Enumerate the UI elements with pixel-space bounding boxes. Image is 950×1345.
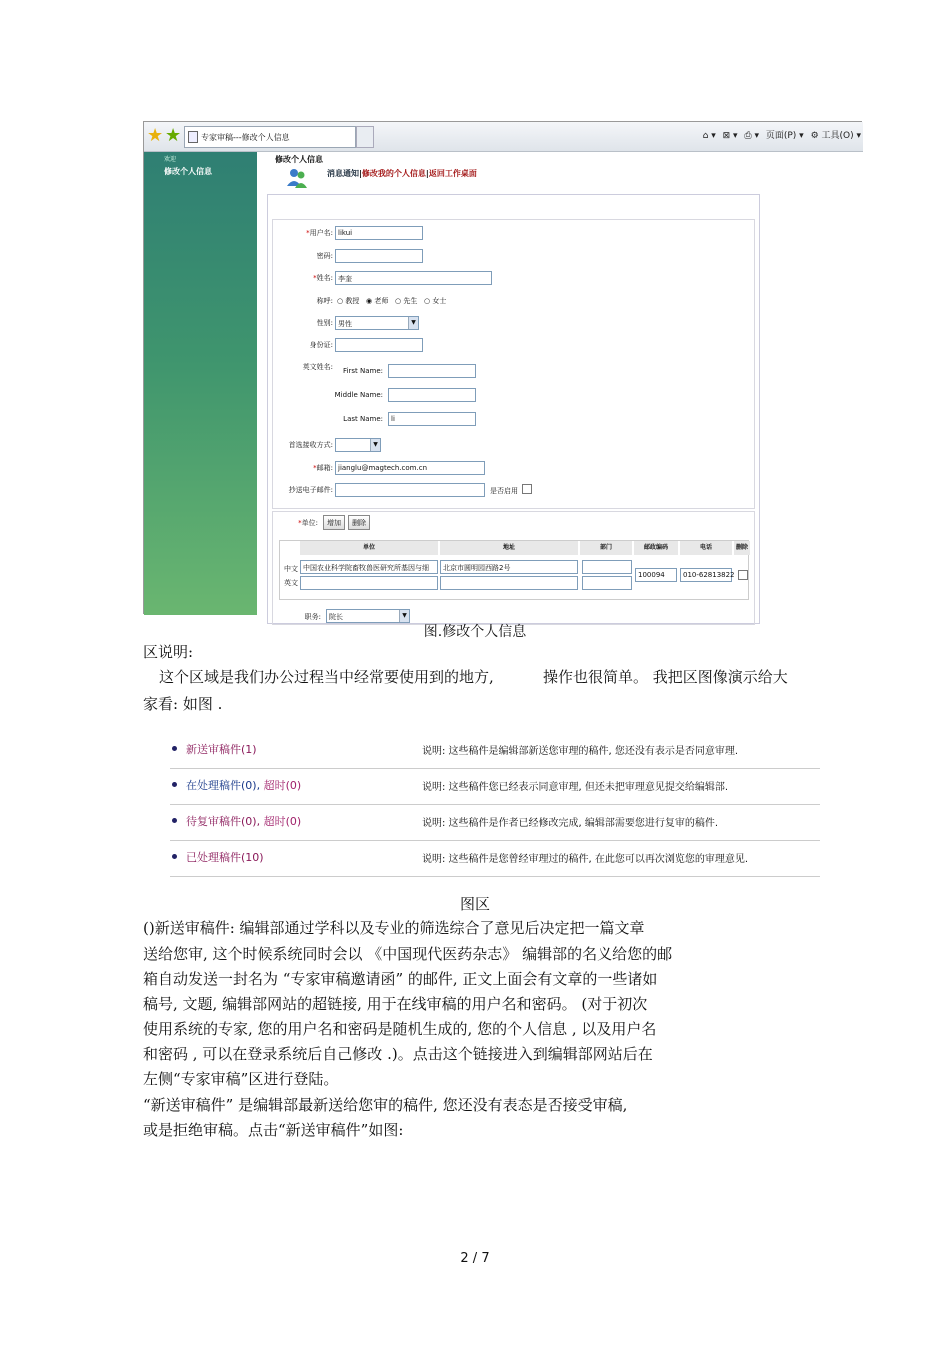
home-button[interactable]: ⌂ ▾ [702, 131, 716, 141]
last-name-label: Last Name: [343, 415, 383, 423]
username-label: *用户名: [306, 229, 333, 237]
cc-email-label: 抄送电子邮件: [288, 486, 333, 494]
add-unit-button[interactable]: 增加 [323, 515, 345, 530]
chevron-down-icon: ▼ [370, 439, 380, 451]
paragraph-line: 送给您审, 这个时候系统同时会以 《中国现代医药杂志》 编辑部的名义给您的邮 [143, 945, 673, 963]
figure-caption: 图区 [459, 895, 490, 913]
department-en-input[interactable] [582, 576, 632, 590]
paragraph-line: 使用系统的专家, 您的用户名和密码是随机生成的, 您的个人信息 , 以及用户名 [143, 1020, 657, 1038]
name-input[interactable]: 李奎 [335, 271, 492, 285]
title-radio-ms[interactable]: ○ 女士 [424, 297, 447, 305]
unit-table [279, 540, 749, 600]
delete-unit-button[interactable]: 删除 [348, 515, 370, 530]
username-input[interactable]: likui [335, 226, 423, 240]
paragraph-line: 和密码 , 可以在登录系统后自己修改 .)。点击这个链接进入到编辑部网站后在 [143, 1045, 653, 1063]
list-item [170, 805, 820, 841]
figure-caption: 图.修改个人信息 [423, 624, 527, 640]
table-header: 邮政编码 [634, 541, 678, 555]
timeout-link[interactable]: 超时(0) [263, 779, 302, 792]
page-title: 修改个人信息 [275, 155, 323, 164]
list-item [170, 733, 820, 769]
personal-fields [272, 219, 755, 509]
english-name-label: 英文姓名: [302, 363, 333, 371]
contact-method-select[interactable] [335, 438, 381, 452]
address-en-input[interactable] [440, 576, 578, 590]
favorites-star-icon[interactable]: ★ [147, 125, 164, 146]
title-radio-mr[interactable]: ○ 先生 [395, 297, 418, 305]
name-label: *姓名: [313, 274, 333, 282]
middle-name-input[interactable] [388, 388, 476, 402]
row-description: 说明: 这些稿件是编辑部新送您审理的稿件, 您还没有表示是否同意审理. [422, 746, 739, 757]
bullet-icon [172, 818, 177, 823]
tab-title: 专家审稿---修改个人信息 [201, 133, 290, 142]
contact-method-label: 首选接收方式: [288, 441, 333, 449]
position-label: 职务: [304, 613, 321, 621]
delete-row-checkbox[interactable] [738, 570, 748, 580]
browser-toolbar [144, 122, 863, 152]
sidebar-item-edit-profile[interactable]: 修改个人信息 [164, 167, 212, 176]
nav-separator: | [359, 169, 362, 178]
feeds-button[interactable]: ⊠ ▾ [722, 131, 738, 141]
postcode-input[interactable]: 100094 [635, 568, 677, 582]
paragraph-line: 箱自动发送一封名为 “专家审稿邀请函” 的邮件, 正文上面会有文章的一些诸如 [143, 970, 658, 988]
table-header: 部门 [580, 541, 632, 555]
email-label: *邮箱: [313, 464, 333, 472]
paragraph-line: 或是拒绝审稿。点击“新送审稿件”如图: [143, 1121, 404, 1139]
sidebar-top-label: 欢迎 [164, 156, 177, 163]
password-input[interactable] [335, 249, 423, 263]
gender-label: 性别: [316, 319, 333, 327]
page-number: 2 / 7 [460, 1251, 490, 1266]
nav-link-desktop[interactable]: 返回工作桌面 [428, 169, 477, 178]
table-header: 电话 [680, 541, 732, 555]
pending-review-link[interactable]: 待复审稿件(0), 超时(0) [186, 815, 302, 828]
profile-screenshot [143, 121, 862, 621]
nav-link-my-info[interactable]: 修改我的个人信息 [361, 169, 426, 178]
address-cn-input[interactable]: 北京市圆明园西路2号 [440, 560, 578, 574]
title-radio-teacher[interactable]: ◉ 老师 [366, 297, 389, 305]
row-description: 说明: 这些稿件是作者已经修改完成, 编辑部需要您进行复审的稿件. [422, 818, 719, 829]
first-name-input[interactable] [388, 364, 476, 378]
paragraph-line: 稿号, 文题, 编辑部网站的超链接, 用于在线审稿的用户名和密码。 (对于初次 [143, 995, 648, 1013]
list-item [170, 841, 820, 877]
bullet-icon [172, 782, 177, 787]
in-process-link[interactable]: 在处理稿件(0), 超时(0) [186, 779, 302, 792]
section-label: 区说明: [143, 643, 194, 661]
nav-separator: | [425, 169, 429, 178]
last-name-input[interactable]: li [388, 412, 476, 426]
paragraph-line: ()新送审稿件: 编辑部通过学科以及专业的筛选综合了意见后决定把一篇文章 [143, 919, 645, 937]
browser-tools [699, 128, 861, 141]
title-radio-professor[interactable]: ○ 教授 [337, 297, 360, 305]
email-input[interactable]: jianglu@magtech.com.cn [335, 461, 485, 475]
id-card-label: 身份证: [309, 341, 333, 349]
main-content [257, 152, 863, 621]
id-card-input[interactable] [335, 338, 423, 352]
nav-link-notices[interactable]: 消息通知 [327, 169, 359, 178]
manuscript-status-screenshot [170, 733, 820, 879]
tools-menu[interactable]: ⚙ 工具(O) ▾ [810, 131, 861, 141]
paragraph-line: “新送审稿件” 是编辑部最新送给您审的稿件, 您还没有表态是否接受审稿, [143, 1096, 628, 1114]
table-header: 删除 [734, 541, 750, 555]
row-label-cn: 中文 [284, 565, 298, 573]
position-select[interactable]: 院长 ▼ [326, 609, 410, 623]
unit-cn-input[interactable]: 中国农业科学院畜牧兽医研究所基因与细 [300, 560, 438, 574]
paragraph-line: 这个区域是我们办公过程当中经常要使用到的地方, [159, 668, 494, 686]
department-cn-input[interactable] [582, 560, 632, 574]
users-icon [285, 166, 309, 190]
chevron-down-icon: ▼ [399, 610, 409, 622]
new-tab-button[interactable] [356, 126, 374, 148]
first-name-label: First Name: [343, 367, 383, 375]
middle-name-label: Middle Name: [334, 391, 383, 399]
list-item [170, 769, 820, 805]
unit-section [272, 511, 755, 625]
row-description: 说明: 这些稿件是您曾经审理过的稿件, 在此您可以再次浏览您的审理意见. [422, 854, 749, 865]
paragraph-line: 操作也很简单。 我把区图像演示给大 [543, 668, 788, 686]
row-label-en: 英文 [284, 579, 298, 587]
gender-select[interactable]: 男性 ▼ [335, 316, 419, 330]
table-header: 地址 [440, 541, 578, 555]
unit-en-input[interactable] [300, 576, 438, 590]
timeout-link[interactable]: 超时(0) [263, 815, 302, 828]
sidebar [144, 152, 257, 615]
paragraph-line: 家看: 如图 . [143, 695, 223, 713]
unit-label: *单位: [298, 519, 318, 527]
print-button[interactable]: ⎙ ▾ [744, 131, 759, 141]
phone-input[interactable]: 010-62813822 [680, 568, 732, 582]
page-menu[interactable]: 页面(P) ▾ [765, 131, 804, 141]
password-label: 密码: [316, 252, 333, 260]
chevron-down-icon: ▼ [408, 317, 418, 329]
title-label: 称呼: [316, 297, 333, 305]
add-favorite-icon[interactable]: ★ [165, 125, 182, 146]
profile-form [267, 194, 760, 624]
processed-link[interactable]: 已处理稿件(10) [186, 851, 264, 864]
table-header: 单位 [300, 541, 438, 555]
paragraph-line: 左侧“专家审稿”区进行登陆。 [143, 1070, 339, 1088]
page-icon [188, 131, 198, 143]
nav-links [327, 168, 477, 179]
bullet-icon [172, 746, 177, 751]
browser-tab[interactable] [184, 126, 356, 148]
bullet-icon [172, 854, 177, 859]
cc-enable-checkbox[interactable] [522, 484, 532, 494]
cc-enable-label: 是否启用 [490, 487, 518, 495]
row-description: 说明: 这些稿件您已经表示同意审理, 但还未把审理意见提交给编辑部. [422, 782, 729, 793]
new-manuscripts-link[interactable]: 新送审稿件(1) [186, 743, 257, 756]
